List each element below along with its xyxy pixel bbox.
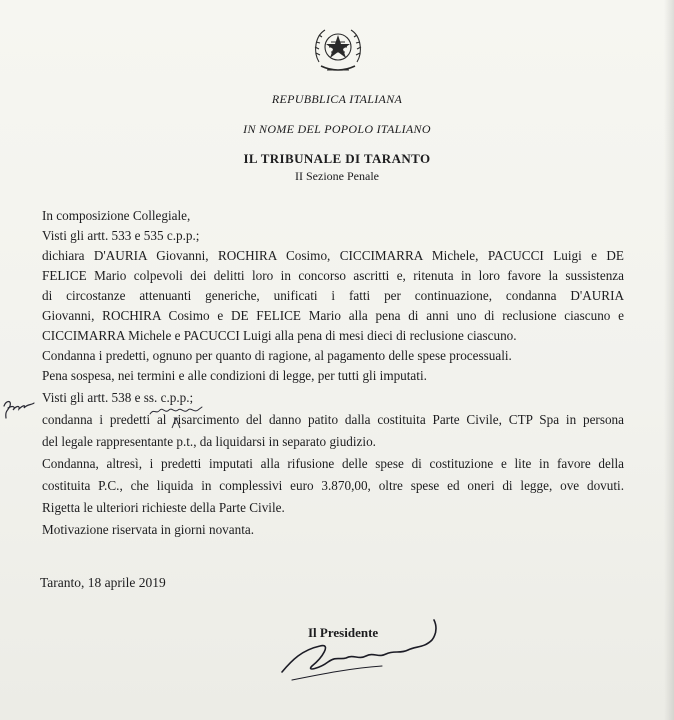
handwritten-caret (100, 410, 200, 432)
body-line: di circostanze attenuanti generiche, unificati i fatti per continuazione, condanna D'AURIA (42, 288, 624, 303)
body-line: costituita P.C., che liquida in complessivi euro 3.870,00, oltre spese ed oneri di legge, ove dovuti. (42, 478, 624, 493)
handwritten-margin-note (0, 396, 40, 426)
body-line: In composizione Collegiale, (42, 208, 191, 223)
body-line: Rigetta le ulteriori richieste della Parte Civile. (42, 500, 285, 515)
body-line: CICCIMARRA Michele e PACUCCI Luigi alla pena di mesi dieci di reclusione ciascuno. (42, 328, 517, 343)
body-line: Pena sospesa, nei termini e alle condizioni di legge, per tutti gli imputati. (42, 368, 427, 383)
body-line: Giovanni, ROCHIRA Cosimo e DE FELICE Mario alla pena di anni uno di reclusione ciascuno e (42, 308, 624, 323)
body-line: Condanna i predetti, ognuno per quanto di ragione, al pagamento delle spese processuali. (42, 348, 512, 363)
president-signature (262, 610, 462, 690)
president-label: Il Presidente (308, 625, 379, 640)
page-edge-shadow (664, 0, 674, 720)
body-line: del legale rappresentante p.t., da liquidarsi in separato giudizio. (42, 434, 376, 449)
body-line: Visti gli artt. 538 e ss. c.p.p.; (42, 390, 194, 405)
body-line: Visti gli artt. 533 e 535 c.p.p.; (42, 228, 200, 243)
body-line: Condanna, altresì, i predetti imputati alla rifusione delle spese di costituzione e lite in favore della (42, 456, 624, 471)
body-line: FELICE Mario colpevoli dei delitti loro in concorso ascritti e, ritenuta in loro favore la sussistenza (42, 268, 624, 283)
in-nome-heading: IN NOME DEL POPOLO ITALIANO (243, 122, 431, 136)
republic-emblem-icon (311, 22, 365, 80)
body-line: Motivazione riservata in giorni novanta. (42, 522, 255, 537)
body-line: condanna i predetti al risarcimento del danno patito dalla costituita Parte Civile, CTP Spa in persona (42, 412, 624, 427)
court-heading: IL TRIBUNALE DI TARANTO (243, 151, 431, 166)
republic-heading: REPUBBLICA ITALIANA (271, 92, 403, 106)
body-line: dichiara D'AURIA Giovanni, ROCHIRA Cosimo, CICCIMARRA Michele, PACUCCI Luigi e DE (42, 248, 624, 263)
place-date: Taranto, 18 aprile 2019 (40, 575, 166, 590)
section-heading: II Sezione Penale (295, 169, 379, 183)
